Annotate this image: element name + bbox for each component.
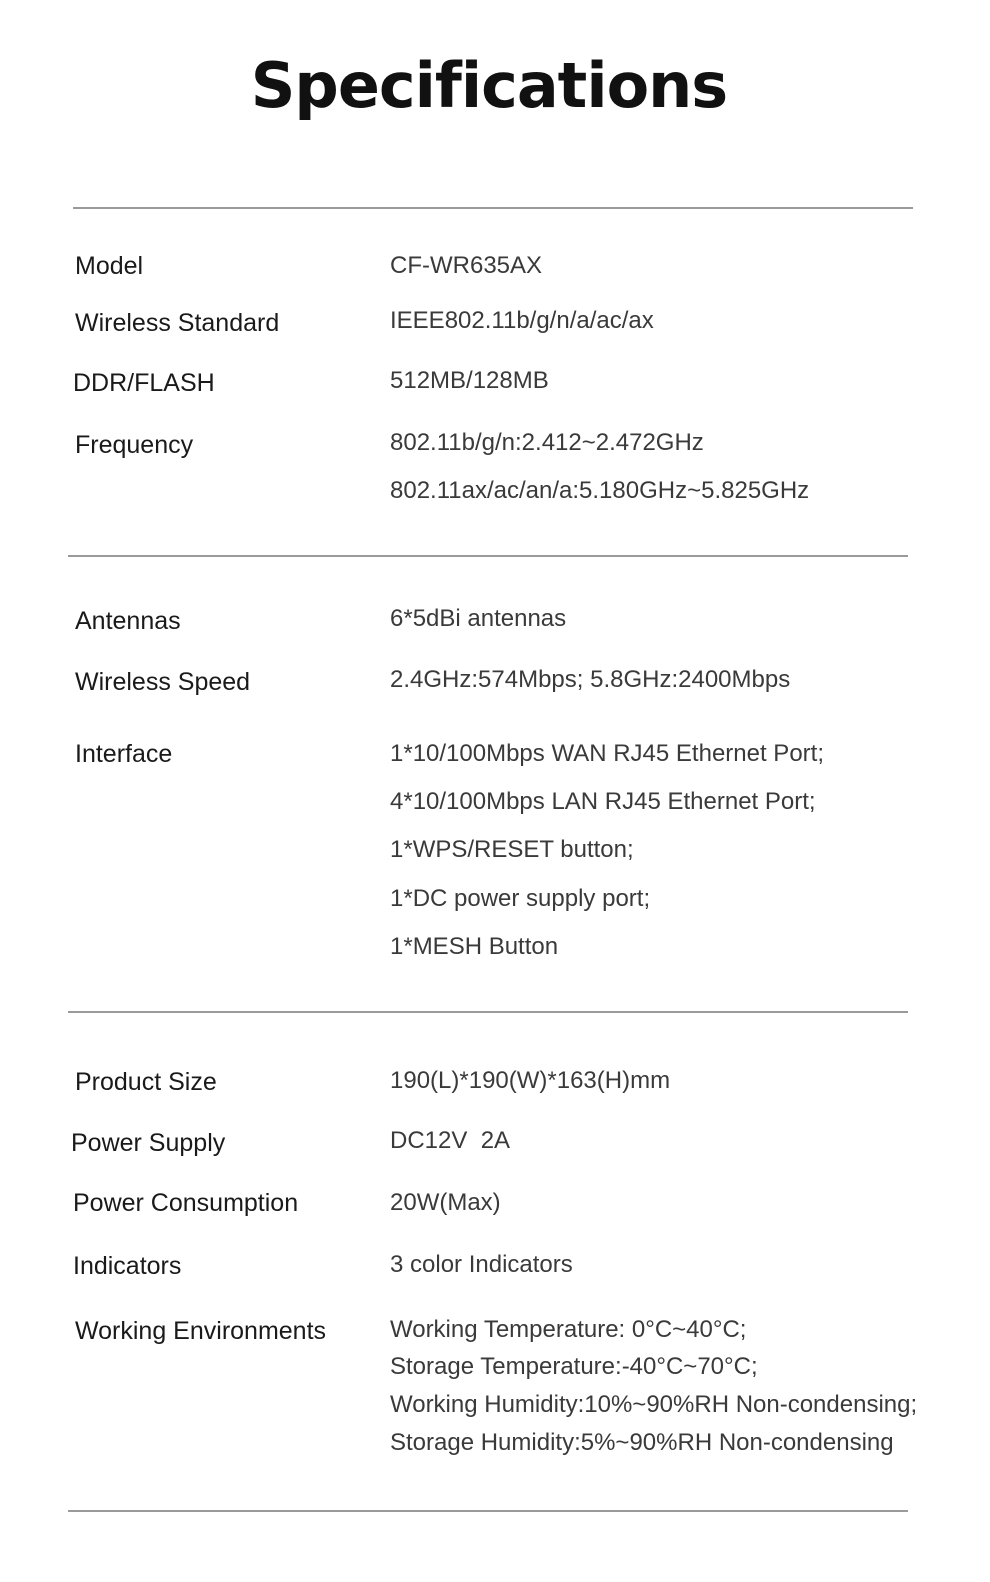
divider-bottom xyxy=(68,1510,908,1512)
spec-label-power-consumption: Power Consumption xyxy=(73,1189,299,1217)
spec-value-wireless-standard: IEEE802.11b/g/n/a/ac/ax xyxy=(390,307,654,334)
spec-value-product-size: 190(L)*190(W)*163(H)mm xyxy=(390,1067,671,1094)
spec-value-interface-2: 4*10/100Mbps LAN RJ45 Ethernet Port; xyxy=(390,788,816,815)
spec-value-working-env-4: Storage Humidity:5%~90%RH Non-condensing xyxy=(390,1429,894,1456)
spec-label-antennas: Antennas xyxy=(75,607,181,635)
page-title: Specifications xyxy=(250,49,728,122)
spec-label-interface: Interface xyxy=(75,740,173,768)
spec-value-interface-1: 1*10/100Mbps WAN RJ45 Ethernet Port; xyxy=(390,740,824,767)
spec-value-antennas: 6*5dBi antennas xyxy=(390,605,567,632)
spec-label-power-supply: Power Supply xyxy=(71,1129,226,1157)
spec-label-frequency: Frequency xyxy=(75,431,194,459)
spec-value-wireless-speed: 2.4GHz:574Mbps; 5.8GHz:2400Mbps xyxy=(390,666,791,693)
spec-label-ddr-flash: DDR/FLASH xyxy=(73,369,215,397)
spec-label-wireless-standard: Wireless Standard xyxy=(75,309,280,337)
spec-label-working-environments: Working Environments xyxy=(75,1317,327,1345)
spec-value-power-consumption: 20W(Max) xyxy=(390,1189,501,1216)
spec-value-power-supply: DC12V 2A xyxy=(390,1127,511,1154)
spec-value-indicators: 3 color Indicators xyxy=(390,1251,573,1278)
spec-label-indicators: Indicators xyxy=(73,1252,182,1280)
spec-label-wireless-speed: Wireless Speed xyxy=(75,668,251,696)
spec-value-interface-5: 1*MESH Button xyxy=(390,933,559,960)
spec-value-working-env-1: Working Temperature: 0°C~40°C; xyxy=(390,1316,747,1343)
divider-section-2 xyxy=(68,1011,908,1013)
spec-label-product-size: Product Size xyxy=(75,1068,217,1096)
spec-value-working-env-2: Storage Temperature:-40°C~70°C; xyxy=(390,1353,758,1380)
spec-value-working-env-3: Working Humidity:10%~90%RH Non-condensing; xyxy=(390,1391,918,1418)
divider-top xyxy=(73,207,913,209)
spec-label-model: Model xyxy=(75,252,144,280)
divider-section-1 xyxy=(68,555,908,557)
spec-value-model: CF-WR635AX xyxy=(390,252,543,279)
spec-value-interface-3: 1*WPS/RESET button; xyxy=(390,836,634,863)
spec-value-ddr-flash: 512MB/128MB xyxy=(390,367,549,394)
spec-value-frequency-2: 802.11ax/ac/an/a:5.180GHz~5.825GHz xyxy=(390,477,810,504)
spec-value-interface-4: 1*DC power supply port; xyxy=(390,885,651,912)
spec-value-frequency-1: 802.11b/g/n:2.412~2.472GHz xyxy=(390,429,704,456)
